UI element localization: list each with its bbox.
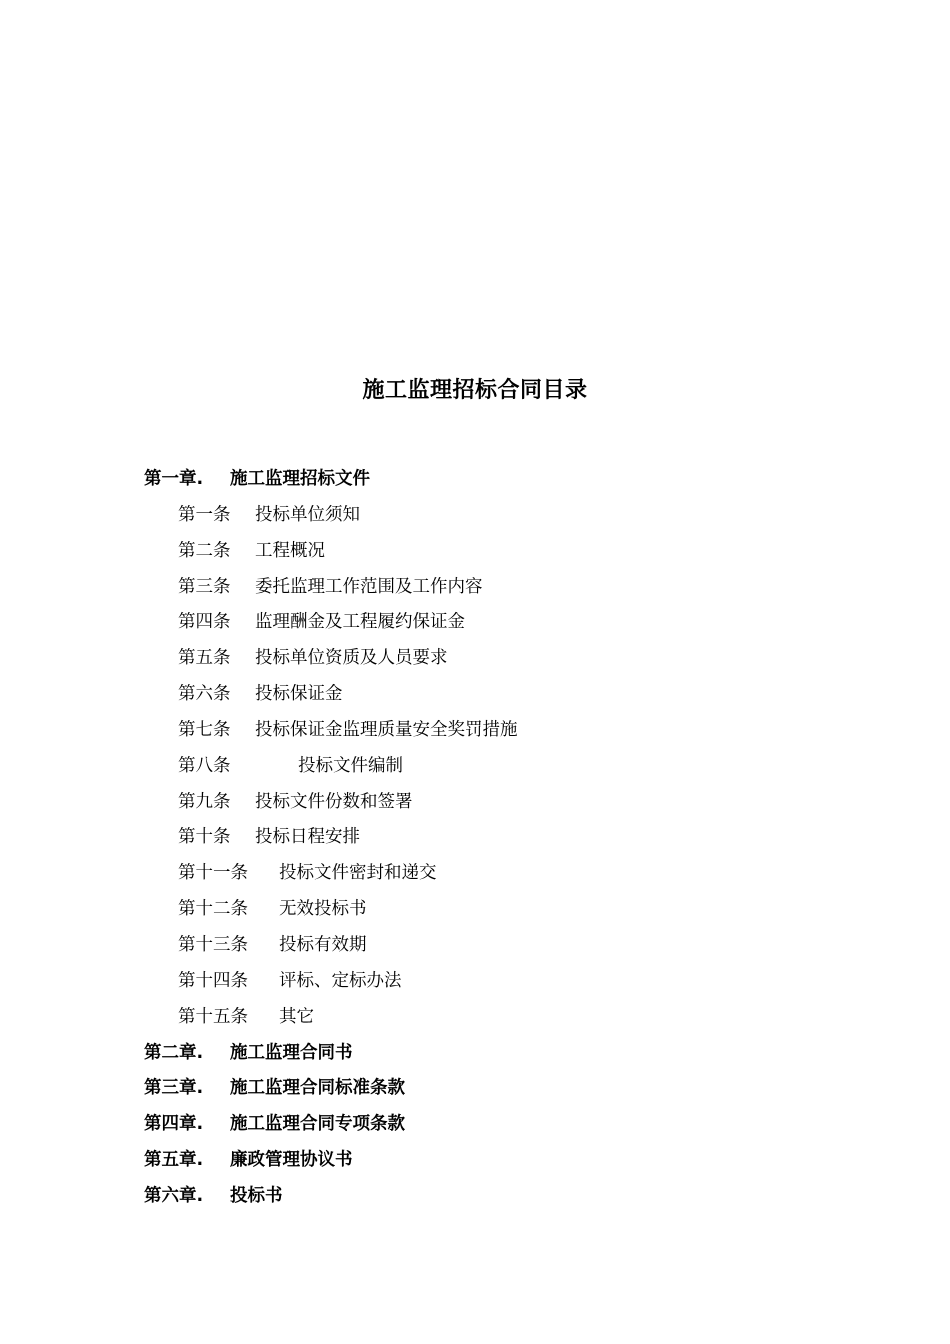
toc-article <box>144 677 844 713</box>
toc-article <box>144 785 844 821</box>
toc-article <box>144 570 844 606</box>
toc-chapter-number: 第三章. <box>144 1078 204 1099</box>
toc-article <box>144 820 844 856</box>
toc-article-number: 第十三条 <box>178 934 248 955</box>
toc-chapter-title: 廉政管理协议书 <box>230 1150 353 1171</box>
toc-article-number: 第十条 <box>178 827 231 848</box>
toc-chapter-number: 第二章. <box>144 1042 204 1063</box>
toc-article-number: 第十四条 <box>178 970 248 991</box>
toc-chapter <box>144 1179 844 1215</box>
toc-article-number: 第七条 <box>178 719 231 740</box>
toc-article <box>144 713 844 749</box>
toc-article-title: 无效投标书 <box>279 899 367 920</box>
toc-article-title: 投标单位资质及人员要求 <box>255 648 448 669</box>
toc-chapter <box>144 1143 844 1179</box>
toc-chapter-title: 施工监理合同专项条款 <box>230 1114 405 1135</box>
toc-chapter <box>144 1071 844 1107</box>
toc-article <box>144 892 844 928</box>
toc-article-title: 监理酬金及工程履约保证金 <box>255 612 465 633</box>
toc-chapter-number: 第六章. <box>144 1185 204 1206</box>
toc-article-number: 第二条 <box>178 540 231 561</box>
toc-article-title: 投标保证金 <box>255 684 343 705</box>
toc-chapter <box>144 1036 844 1072</box>
toc-article-number: 第五条 <box>178 648 231 669</box>
toc-article-title: 委托监理工作范围及工作内容 <box>255 576 483 597</box>
toc-article-title: 投标文件密封和递交 <box>279 863 437 884</box>
toc-article-number: 第三条 <box>178 576 231 597</box>
toc-article-number: 第十五条 <box>178 1006 248 1027</box>
toc-article <box>144 605 844 641</box>
toc-chapter-title: 施工监理合同书 <box>230 1042 353 1063</box>
toc-article <box>144 749 844 785</box>
toc-article-number: 第十二条 <box>178 899 248 920</box>
toc-article-title: 投标文件份数和签署 <box>255 791 413 812</box>
toc-article-number: 第九条 <box>178 791 231 812</box>
toc-article <box>144 641 844 677</box>
toc-article <box>144 928 844 964</box>
toc-chapter-title: 施工监理合同标准条款 <box>230 1078 405 1099</box>
toc-article <box>144 498 844 534</box>
toc-article-title: 投标日程安排 <box>255 827 360 848</box>
toc-article-title: 工程概况 <box>255 540 325 561</box>
toc-article-title: 投标单位须知 <box>255 504 360 525</box>
toc-article-title: 其它 <box>279 1006 314 1027</box>
toc-chapter-title: 投标书 <box>230 1185 283 1206</box>
toc-chapter <box>144 1107 844 1143</box>
toc-article-title: 评标、定标办法 <box>279 970 402 991</box>
toc-article-title: 投标有效期 <box>279 934 367 955</box>
toc-article-number: 第一条 <box>178 504 231 525</box>
toc-chapter <box>144 462 844 498</box>
toc-chapter-number: 第四章. <box>144 1114 204 1135</box>
toc-chapter-title: 施工监理招标文件 <box>230 469 370 489</box>
toc-article-number: 第四条 <box>178 612 231 633</box>
toc-chapter-number: 第五章. <box>144 1150 204 1171</box>
toc-article-title: 投标文件编制 <box>298 755 403 776</box>
toc-article <box>144 1000 844 1036</box>
table-of-contents <box>144 462 844 1215</box>
toc-chapter-number: 第一章. <box>144 469 204 489</box>
toc-article-number: 第八条 <box>178 755 231 776</box>
toc-article-number: 第六条 <box>178 684 231 705</box>
toc-article <box>144 964 844 1000</box>
document-title: 施工监理招标合同目录 <box>362 378 588 403</box>
toc-article <box>144 534 844 570</box>
toc-article-title: 投标保证金监理质量安全奖罚措施 <box>255 719 518 740</box>
toc-article-number: 第十一条 <box>178 863 248 884</box>
toc-article <box>144 856 844 892</box>
